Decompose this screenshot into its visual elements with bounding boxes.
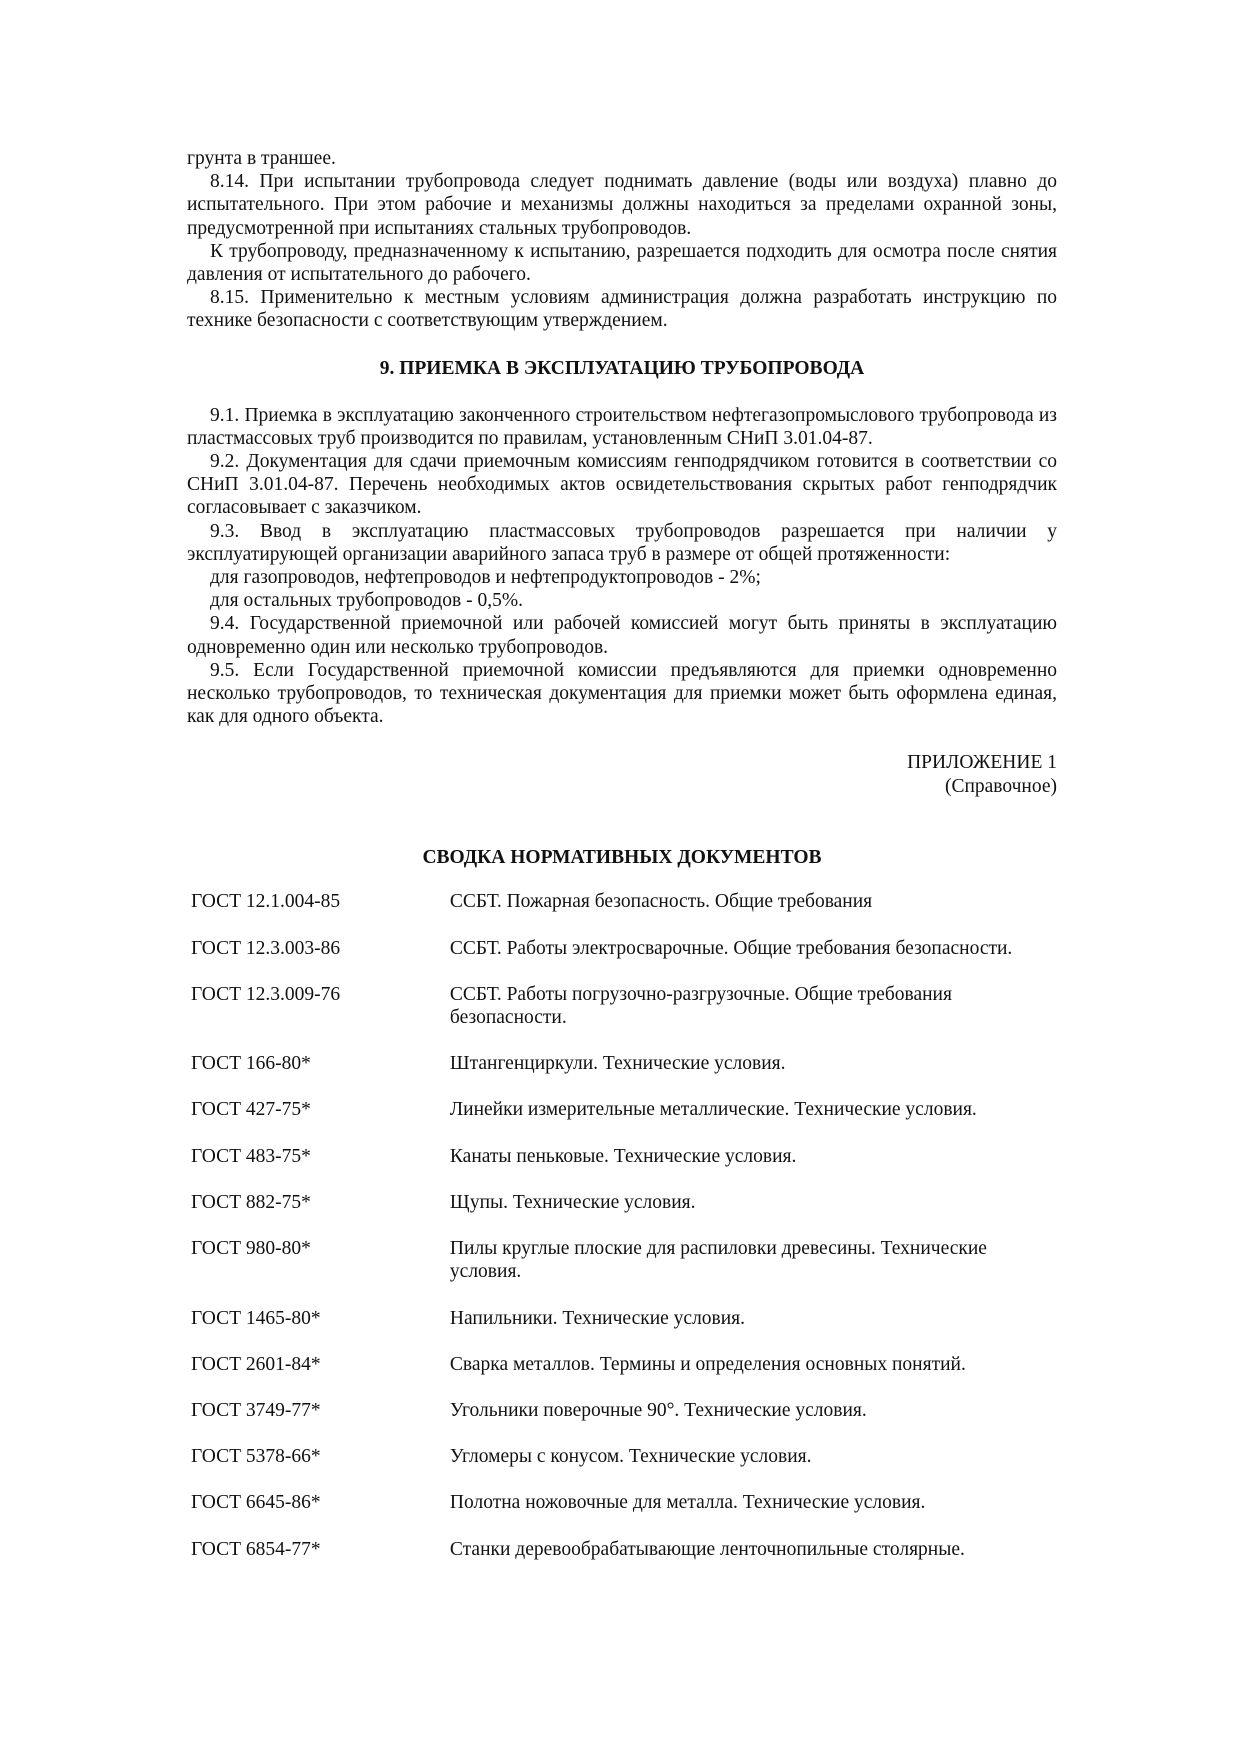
- document-title: Угольники поверочные 90°. Технические условия.: [449, 1399, 867, 1421]
- table-row: [191, 1191, 1061, 1237]
- document-title: ССБТ. Работы электросварочные. Общие требования безопасности.: [449, 937, 1013, 959]
- paragraph-8-14: 8.14. При испытании трубопровода следует поднимать давление (воды или воздуха) плавно до испытательного. При этом рабочие и механизмы должны находиться за пределами охранной зоны, предусмотренной при испытаниях стальных трубопроводов.: [187, 171, 1057, 239]
- document-code: ГОСТ 6854-77*: [191, 1538, 321, 1560]
- document-code: ГОСТ 12.3.003-86: [191, 937, 341, 959]
- document-code: ГОСТ 2601-84*: [191, 1353, 321, 1375]
- paragraph-9-5: 9.5. Если Государственной приемочной комиссии предъявляются для приемки одновременно несколько трубопроводов, то техническая документация для приемки может быть оформлена единая, как для одного объекта.: [187, 659, 1057, 728]
- document-code: ГОСТ 3749-77*: [191, 1399, 321, 1421]
- appendix-note: (Справочное): [944, 776, 1057, 798]
- document-title: ССБТ. Пожарная безопасность. Общие требования: [449, 891, 873, 913]
- document-page: [187, 147, 1057, 1584]
- paragraph-continuation: грунта в траншее.: [187, 148, 336, 169]
- table-row: [191, 1445, 1061, 1491]
- document-title: Штангенциркули. Технические условия.: [449, 1053, 786, 1075]
- document-code: ГОСТ 483-75*: [191, 1145, 311, 1167]
- appendix-heading: СВОДКА НОРМАТИВНЫХ ДОКУМЕНТОВ: [422, 847, 822, 869]
- document-title: Напильники. Технические условия.: [449, 1307, 746, 1329]
- table-row: [191, 1353, 1061, 1399]
- paragraph-9-3-item-gas: для газопроводов, нефтепроводов и нефтепродуктопроводов - 2%;: [210, 567, 761, 589]
- document-code: ГОСТ 980-80*: [191, 1238, 311, 1260]
- paragraph-9-2: 9.2. Документация для сдачи приемочным комиссиям генподрядчиком готовится в соответствии со СНиП 3.01.04-87. Перечень необходимых актов освидетельствования скрытых работ генподрядчик согласовывает с заказчиком.: [187, 451, 1057, 519]
- table-row: [191, 937, 1061, 983]
- document-code: ГОСТ 882-75*: [191, 1191, 311, 1213]
- paragraph-9-3-item-other: для остальных трубопроводов - 0,5%.: [210, 590, 523, 612]
- document-title: Полотна ножовочные для металла. Технические условия.: [449, 1492, 926, 1514]
- table-row: [191, 1399, 1061, 1445]
- paragraph-9-4: 9.4. Государственной приемочной или рабочей комиссией могут быть приняты в эксплуатацию одновременно один или несколько трубопроводов.: [187, 613, 1057, 658]
- document-title: Линейки измерительные металлические. Технические условия.: [449, 1099, 977, 1121]
- document-code: ГОСТ 12.3.009-76: [191, 983, 341, 1005]
- document-code: ГОСТ 12.1.004-85: [191, 891, 341, 913]
- document-code: ГОСТ 5378-66*: [191, 1446, 321, 1468]
- document-title: ССБТ. Работы погрузочно-разгрузочные. Общие требования безопасности.: [449, 983, 952, 1029]
- document-code: ГОСТ 166-80*: [191, 1053, 311, 1075]
- table-row: [191, 1145, 1061, 1191]
- documents-table: [191, 890, 1061, 1583]
- appendix-label-block: [187, 751, 1057, 799]
- table-row: [191, 1538, 1061, 1584]
- table-row: [191, 1491, 1061, 1537]
- document-title: Щупы. Технические условия.: [449, 1191, 696, 1213]
- table-row: [191, 1052, 1061, 1098]
- document-title: Станки деревообрабатывающие ленточнопильные столярные.: [449, 1538, 965, 1560]
- appendix-label: ПРИЛОЖЕНИЕ 1: [907, 752, 1057, 774]
- paragraph-9-3: 9.3. Ввод в эксплуатацию пластмассовых трубопроводов разрешается при наличии у эксплуатирующей организации аварийного запаса труб в размере от общей протяженности:: [187, 520, 1057, 565]
- table-row: [191, 983, 1061, 1052]
- document-title: Пилы круглые плоские для распиловки древесины. Технические условия.: [449, 1238, 987, 1283]
- table-row: [191, 1237, 1061, 1306]
- paragraph-8-14-b: К трубопроводу, предназначенному к испытанию, разрешается подходить для осмотра после снятия давления от испытательного до рабочего.: [187, 240, 1057, 286]
- paragraph-8-15: 8.15. Применительно к местным условиям администрация должна разработать инструкцию по технике безопасности с соответствующим утверждением.: [187, 287, 1057, 332]
- document-title: Сварка металлов. Термины и определения основных понятий.: [449, 1353, 966, 1375]
- table-row: [191, 1307, 1061, 1353]
- documents-table-body: [191, 890, 1061, 1583]
- table-row: [191, 1098, 1061, 1144]
- paragraph-9-1: 9.1. Приемка в эксплуатацию законченного строительством нефтегазопромыслового трубопровода из пластмассовых труб производится по правилам, установленным СНиП 3.01.04-87.: [187, 404, 1057, 449]
- document-code: ГОСТ 6645-86*: [191, 1492, 321, 1514]
- document-title: Канаты пеньковые. Технические условия.: [449, 1145, 797, 1167]
- document-code: ГОСТ 1465-80*: [191, 1307, 321, 1329]
- document-title: Угломеры с конусом. Технические условия.: [449, 1446, 812, 1468]
- table-row: [191, 890, 1061, 936]
- section-9-heading: 9. ПРИЕМКА В ЭКСПЛУАТАЦИЮ ТРУБОПРОВОДА: [379, 357, 865, 379]
- document-code: ГОСТ 427-75*: [191, 1099, 311, 1121]
